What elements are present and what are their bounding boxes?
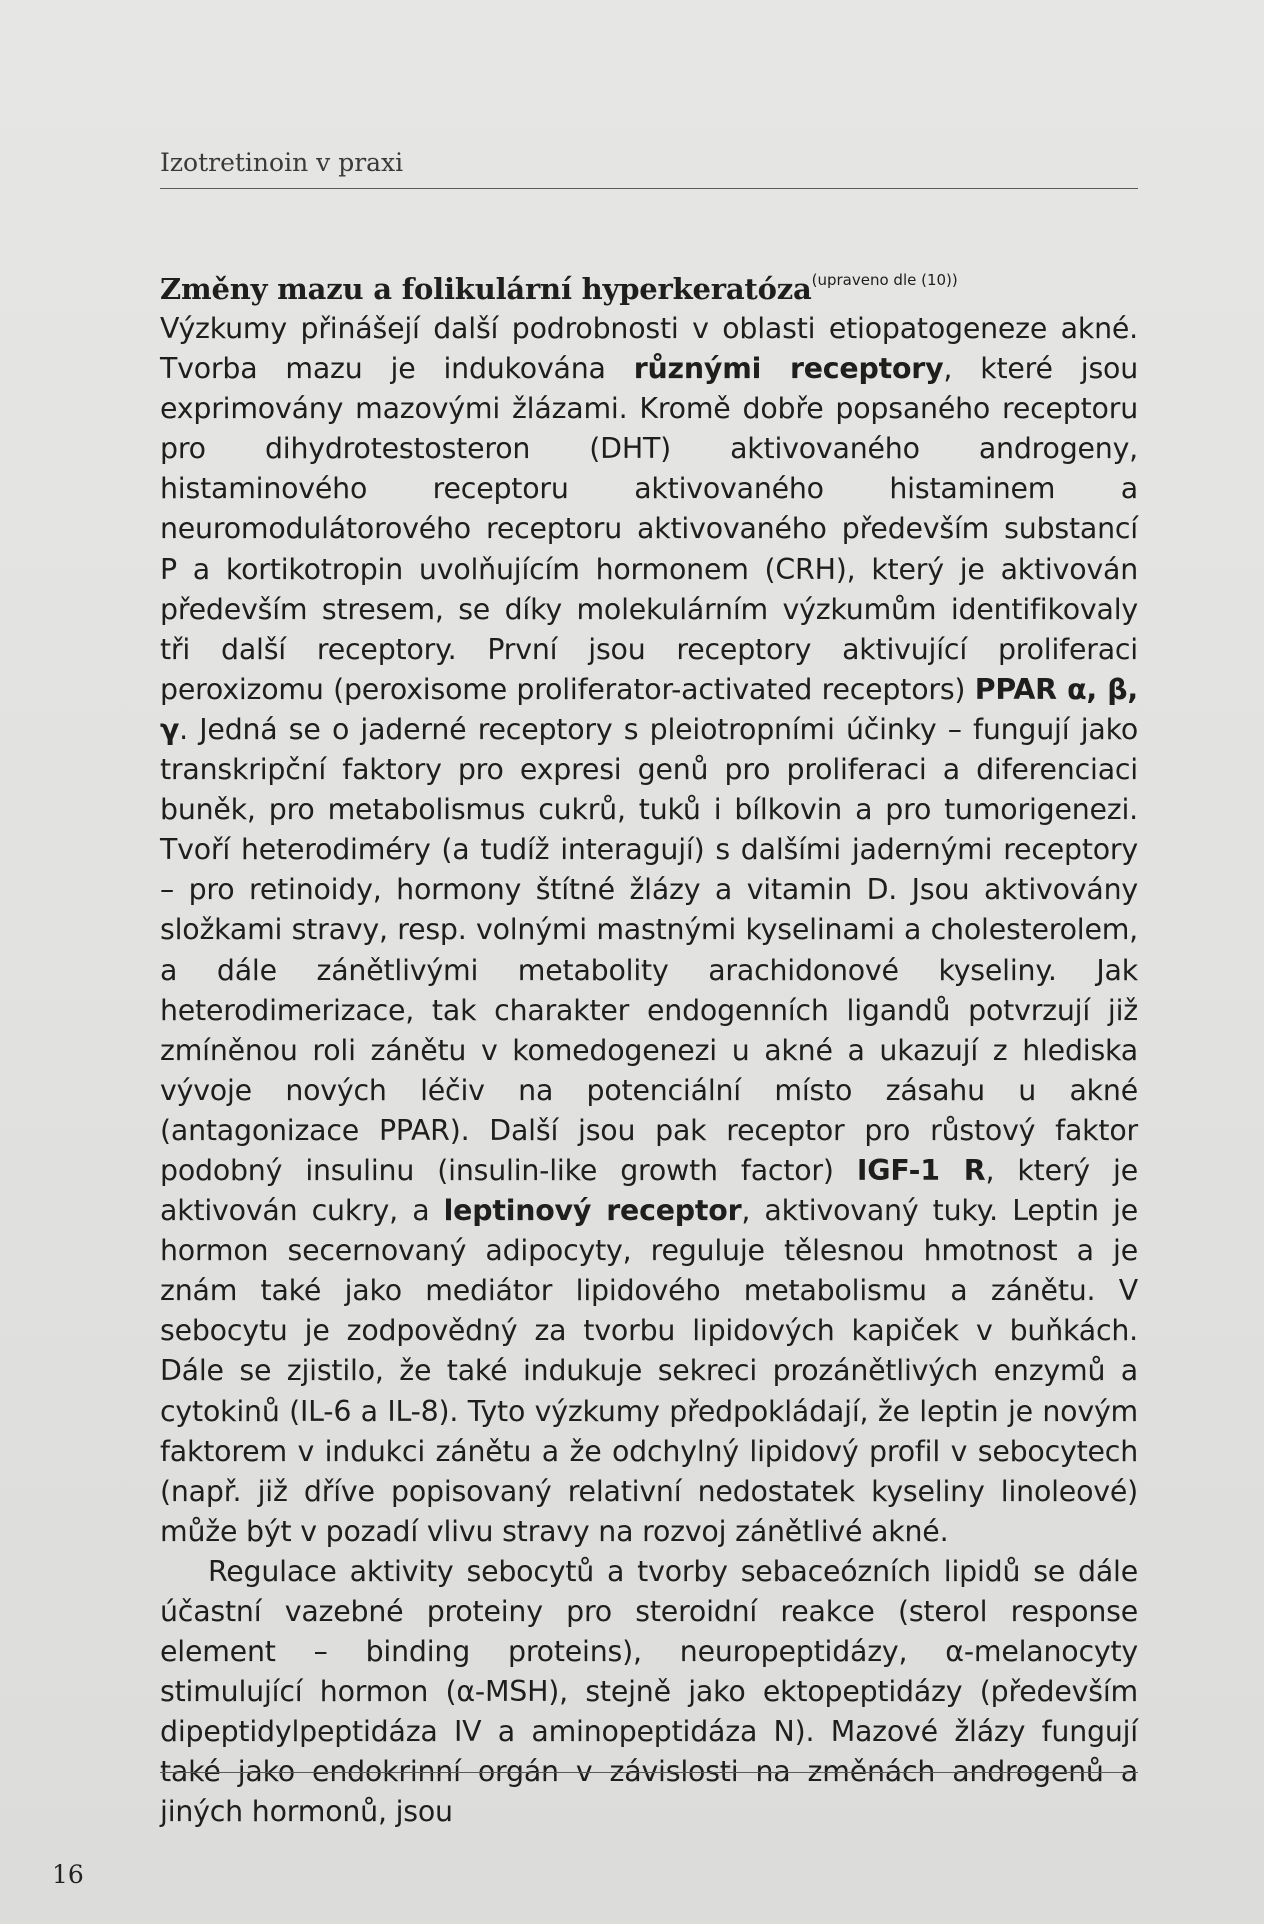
p1-text-e: , aktivovaný tuky. Leptin je hormon secernovaný adipocyty, reguluje tělesnou hmotnost a je znám také jako mediátor lipidového metabolismu a zánětu. V sebocytu je zodpovědný za tvorbu lipidových kapiček v buňkách. Dále se zjistilo, že také indukuje sekreci prozánětlivých enzymů a cytokinů (IL-6 a IL-8). Tyto výzkumy předpokládají, že leptin je novým faktorem v indukci zánětu a že odchylný lipidový profil v sebocytech (např. již dříve popisovaný relativní nedostatek kyseliny linoleové) může být v pozadí vlivu stravy na rozvoj zánětlivé akné.: [160, 1194, 1138, 1548]
section-heading-text: Změny mazu a folikulární hyperkeratóza: [160, 272, 812, 306]
p1-text-a: Výzkumy přinášejí další podrobnosti v oblasti etiopatogeneze akné. Tvorba mazu je indukována: [160, 312, 1138, 386]
text-body: [160, 260, 1138, 1833]
p1-text-b: , které jsou exprimovány mazovými žlázami. Kromě dobře popsaného receptoru pro dihydrotestosteron (DHT) aktivovaného androgeny, histaminového receptoru aktivovaného histaminem a neuromodulátorového receptoru aktivovaného především substancí P a kortikotropin uvolňujícím hormonem (CRH), který je aktivován především stresem, se díky molekulárním výzkumům identifikovaly tři další receptory. První jsou receptory aktivující proliferaci peroxizomu (peroxisome proliferator-activated receptors): [160, 352, 1138, 706]
section-heading: [160, 260, 1138, 309]
page-number: 16: [52, 1860, 84, 1889]
footer-rule: [160, 1772, 1138, 1773]
term-leptinovy-receptor: leptinový receptor: [443, 1194, 742, 1228]
paragraph-2: Regulace aktivity sebocytů a tvorby sebaceózních lipidů se dále účastní vazebné proteiny pro steroidní reakce (sterol response element – binding proteins), neuropeptidázy, α-melanocyty stimulující hormon (α-MSH), stejně jako ektopeptidázy (především dipeptidylpeptidáza IV a aminopeptidáza N). Mazové žlázy fungují také jako endokrinní orgán v závislosti na změnách androgenů a jiných hormonů, jsou: [160, 1554, 1138, 1829]
header-rule: [160, 188, 1138, 189]
term-ruznymi-receptory: různými receptory: [633, 352, 944, 386]
heading-note: (upraveno dle (10)): [811, 271, 958, 289]
term-igf1r: IGF-1 R: [856, 1153, 986, 1187]
paragraph-1: [160, 309, 1138, 1552]
p1-text-d: , který je aktivován cukry, a: [160, 1153, 1138, 1228]
term-ppar: PPAR α, β, γ: [160, 672, 1138, 746]
p1-text-c: . Jedná se o jaderné receptory s pleiotropními účinky – fungují jako transkripční faktory pro expresi genů pro proliferaci a diferenciaci buněk, pro metabolismus cukrů, tuků i bílkovin a pro tumorigenezi. Tvoří heterodiméry (a tudíž interagují) s dalšími jadernými receptory – pro retinoidy, hormony štítné žlázy a vitamin D. Jsou aktivovány složkami stravy, resp. volnými mastnými kyselinami a cholesterolem, a dále zánětlivými metabolity arachidonové kyseliny. Jak heterodimerizace, tak charakter endogenních ligandů potvrzují již zmíněnou roli zánětu v komedogenezi u akné a ukazují z hlediska vývoje nových léčiv na potenciální místo zásahu u akné (antagonizace PPAR). Další jsou pak receptor pro růstový faktor podobný insulinu (insulin-like growth factor): [160, 712, 1138, 1187]
running-title: Izotretinoin v praxi: [160, 148, 404, 177]
